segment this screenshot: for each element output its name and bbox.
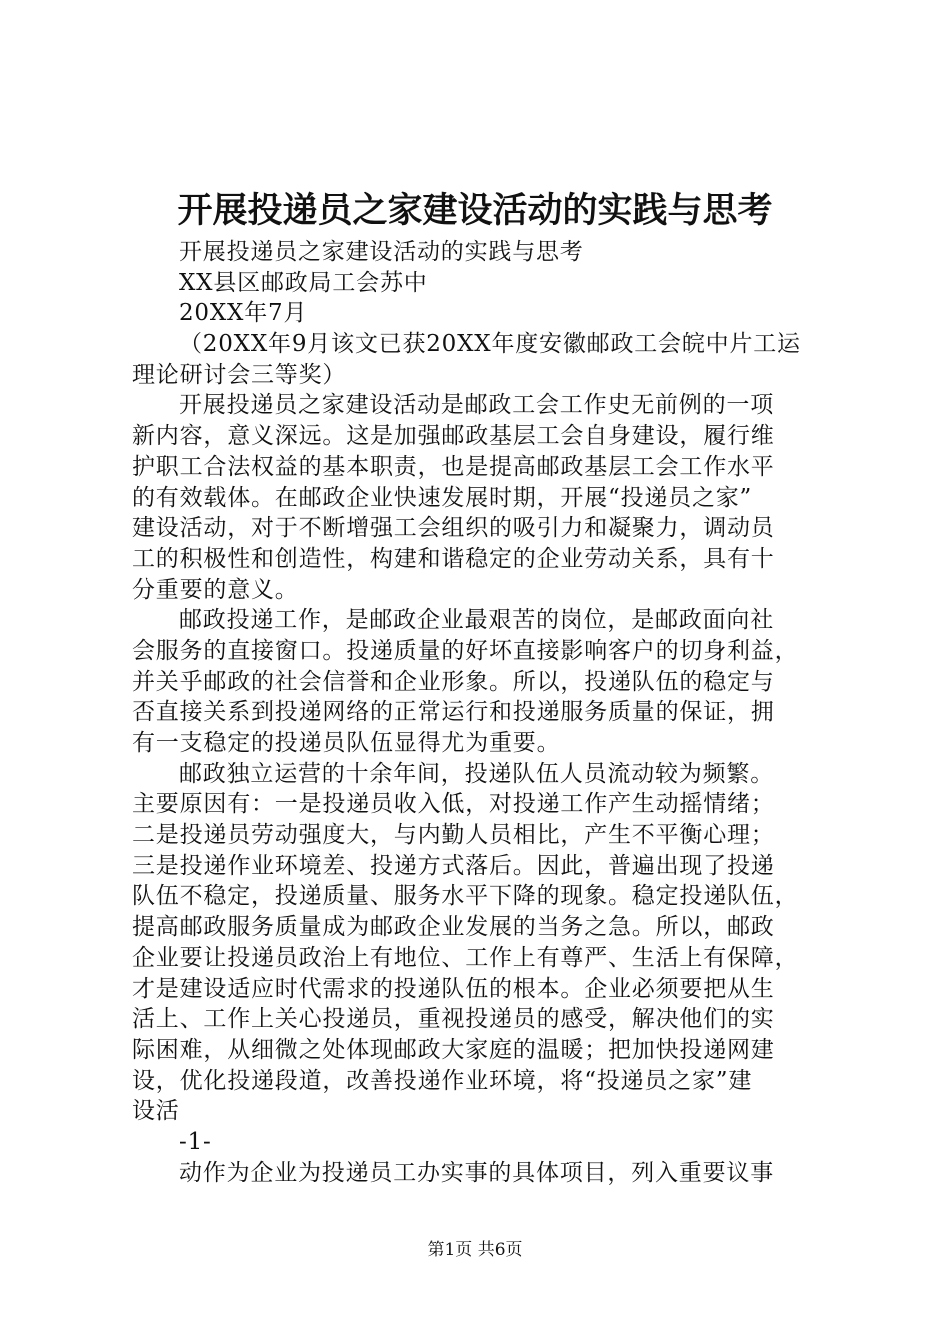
header-line-date: 20XX年7月 bbox=[179, 300, 308, 327]
paragraph-line: 会服务的直接窗口。投递质量的好坏直接影响客户的切身利益， bbox=[132, 637, 799, 664]
paragraph-1 bbox=[132, 390, 837, 605]
paragraph-line: 分重要的意义。 bbox=[132, 576, 299, 603]
document-body bbox=[132, 237, 837, 1188]
paragraph-line: 主要原因有：一是投递员收入低，对投递工作产生动摇情绪； bbox=[132, 791, 775, 818]
paragraph-line: 工的积极性和创造性，构建和谐稳定的企业劳动关系，具有十 bbox=[132, 545, 775, 572]
paragraph-line: 设，优化投递段道，改善投递作业环境，将“投递员之家”建 bbox=[132, 1067, 753, 1094]
continuation-line: 动作为企业为投递员工办实事的具体项目，列入重要议事 bbox=[179, 1159, 774, 1186]
paragraph-line: 新内容，意义深远。这是加强邮政基层工会自身建设，履行维 bbox=[132, 423, 775, 450]
paragraph-line: 企业要让投递员政治上有地位、工作上有尊严、生活上有保障， bbox=[132, 944, 799, 971]
paragraph-line: 队伍不稳定，投递质量、服务水平下降的现象。稳定投递队伍， bbox=[132, 883, 799, 910]
header-line-title: 开展投递员之家建设活动的实践与思考 bbox=[179, 239, 584, 265]
paragraph-line: 才是建设适应时代需求的投递队伍的根本。企业必须要把从生 bbox=[132, 975, 775, 1002]
paragraph-line: 护职工合法权益的基本职责，也是提高邮政基层工会工作水平 bbox=[132, 453, 775, 480]
paragraph-line: 二是投递员劳动强度大，与内勤人员相比，产生不平衡心理； bbox=[132, 822, 775, 849]
paragraph-line: 设活 bbox=[132, 1098, 180, 1125]
header-line-author: XX县区邮政局工会苏中 bbox=[179, 269, 428, 296]
paragraph-2 bbox=[132, 605, 837, 758]
paragraph-line: 开展投递员之家建设活动是邮政工会工作史无前例的一项 bbox=[179, 392, 774, 419]
paragraph-line: 邮政投递工作，是邮政企业最艰苦的岗位，是邮政面向社 bbox=[179, 607, 774, 634]
paragraph-line: 际困难，从细微之处体现邮政大家庭的温暖；把加快投递网建 bbox=[132, 1036, 775, 1063]
page-marker: -1- bbox=[179, 1128, 212, 1155]
paragraph-line: 否直接关系到投递网络的正常运行和投递服务质量的保证，拥 bbox=[132, 699, 775, 726]
paragraph-line: 并关乎邮政的社会信誉和企业形象。所以，投递队伍的稳定与 bbox=[132, 668, 775, 695]
paragraph-line: 的有效载体。在邮政企业快速发展时期，开展“投递员之家” bbox=[132, 484, 753, 511]
paragraph-line: 邮政独立运营的十余年间，投递队伍人员流动较为频繁。 bbox=[179, 760, 774, 787]
paragraph-line: 活上、工作上关心投递员，重视投递员的感受，解决他们的实 bbox=[132, 1006, 775, 1033]
paragraph-line: 三是投递作业环境差、投递方式落后。因此，普遍出现了投递 bbox=[132, 852, 775, 879]
paragraph-line: 提高邮政服务质量成为邮政企业发展的当务之急。所以，邮政 bbox=[132, 914, 775, 941]
header-line-award-cont: 理论研讨会三等奖） bbox=[132, 361, 347, 388]
paragraph-line: 建设活动，对于不断增强工会组织的吸引力和凝聚力，调动员 bbox=[132, 515, 775, 542]
header-line-award: （20XX年9月该文已获20XX年度安徽邮政工会皖中片工运 bbox=[179, 331, 801, 358]
paragraph-line: 有一支稳定的投递员队伍显得尤为重要。 bbox=[132, 730, 561, 756]
document-title: 开展投递员之家建设活动的实践与思考 bbox=[177, 190, 773, 231]
page-footer: 第1页 共6页 bbox=[427, 1240, 523, 1260]
paragraph-3 bbox=[132, 759, 837, 1127]
